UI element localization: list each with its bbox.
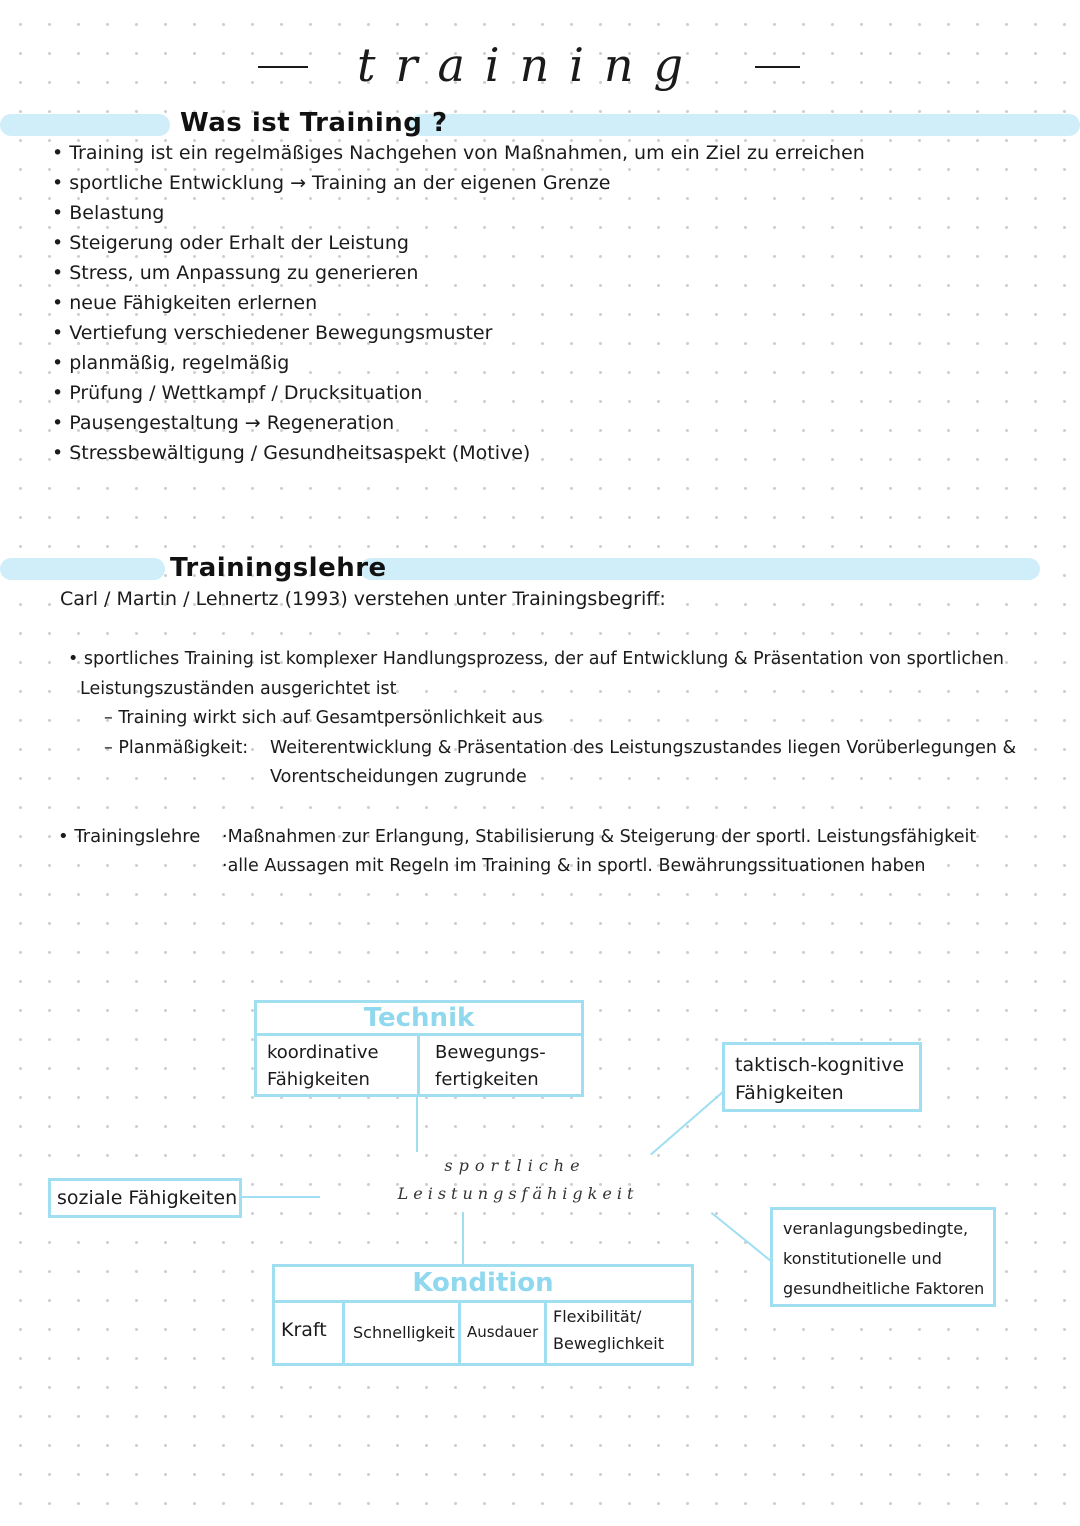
- training-bullet-list: [52, 138, 865, 468]
- taktik-box: [722, 1042, 922, 1112]
- list-item: • neue Fähigkeiten erlernen: [52, 288, 865, 318]
- list-item: • Stress, um Anpassung zu generieren: [52, 258, 865, 288]
- intro-text: Carl / Martin / Lehnertz (1993) verstehen unter Trainingsbegriff:: [60, 588, 666, 610]
- kondition-title: Kondition: [275, 1267, 691, 1303]
- heading-band-right: [360, 558, 1040, 580]
- point1-line2: Leistungszuständen ausgerichtet ist: [80, 679, 397, 699]
- list-item: • Pausengestaltung → Regeneration: [52, 408, 865, 438]
- technik-title: Technik: [257, 1003, 581, 1036]
- connector-kondition: [462, 1212, 464, 1264]
- kondition-cell-ausdauer: Ausdauer: [467, 1323, 539, 1341]
- heading-band-left: [0, 114, 170, 136]
- connector-veranlagung: [711, 1212, 771, 1261]
- point2-label: • Trainingslehre: [58, 826, 201, 847]
- sub-point-1: – Training wirkt sich auf Gesamtpersönlichkeit aus: [104, 708, 543, 728]
- point1-line1: • sportliches Training ist komplexer Handlungsprozess, der auf Entwicklung & Präsentation von sportlichen: [68, 649, 1004, 669]
- list-item: • Training ist ein regelmäßiges Nachgehen von Maßnahmen, um ein Ziel zu erreichen: [52, 138, 865, 168]
- center-label-line1: sportliche: [444, 1156, 586, 1175]
- divider: [458, 1300, 461, 1363]
- sub-point-2-label: – Planmäßigkeit:: [104, 738, 249, 758]
- list-item: • Prüfung / Wettkampf / Drucksituation: [52, 378, 865, 408]
- kondition-cell-schnelligkeit: Schnelligkeit: [353, 1323, 455, 1342]
- list-item: • Vertiefung verschiedener Bewegungsmuster: [52, 318, 865, 348]
- list-item: • Steigerung oder Erhalt der Leistung: [52, 228, 865, 258]
- kondition-box: [272, 1264, 694, 1366]
- list-item: • planmäßig, regelmäßig: [52, 348, 865, 378]
- divider: [544, 1300, 547, 1363]
- technik-cell-koordinative: koordinative Fähigkeiten: [267, 1042, 379, 1090]
- sub-point-2-line2: Vorentscheidungen zugrunde: [270, 767, 527, 787]
- list-item: • sportliche Entwicklung → Training an der eigenen Grenze: [52, 168, 865, 198]
- divider: [342, 1300, 345, 1363]
- sub-point-2-line1: Weiterentwicklung & Präsentation des Leistungszustandes liegen Vorüberlegungen &: [270, 738, 1017, 758]
- page-title: training: [356, 38, 704, 92]
- kondition-cell-flexibilitaet: Flexibilität/ Beweglichkeit: [553, 1307, 664, 1353]
- section-heading-training: Was ist Training ?: [180, 108, 448, 138]
- list-item: • Stressbewältigung / Gesundheitsaspekt (Motive): [52, 438, 865, 468]
- heading-band-right: [410, 114, 1080, 136]
- center-label-line2: Leistungsfähigkeit: [397, 1184, 639, 1203]
- sozial-box: [48, 1178, 242, 1218]
- connector-sozial: [242, 1196, 320, 1198]
- section-heading-trainingslehre: Trainingslehre: [170, 553, 387, 583]
- heading-band-left: [0, 558, 165, 580]
- veranlagung-box: [770, 1207, 996, 1307]
- technik-cell-bewegungsfertigkeiten: Bewegungs-fertigkeiten: [435, 1042, 546, 1090]
- kondition-cell-kraft: Kraft: [281, 1319, 327, 1341]
- divider: [417, 1033, 420, 1094]
- taktik-label: taktisch-kognitive Fähigkeiten: [735, 1054, 905, 1104]
- point2-line1: ·Maßnahmen zur Erlangung, Stabilisierung & Steigerung der sportl. Leistungsfähigkeit: [222, 827, 977, 847]
- list-item: • Belastung: [52, 198, 865, 228]
- technik-box: [254, 1000, 584, 1097]
- point2-line2: ·alle Aussagen mit Regeln im Training & in sportl. Bewährungssituationen haben: [222, 856, 926, 876]
- connector-technik: [416, 1096, 418, 1152]
- sozial-label: soziale Fähigkeiten: [57, 1187, 238, 1209]
- veranlagung-label: veranlagungsbedingte, konstitutionelle und gesundheitliche Faktoren: [783, 1219, 985, 1298]
